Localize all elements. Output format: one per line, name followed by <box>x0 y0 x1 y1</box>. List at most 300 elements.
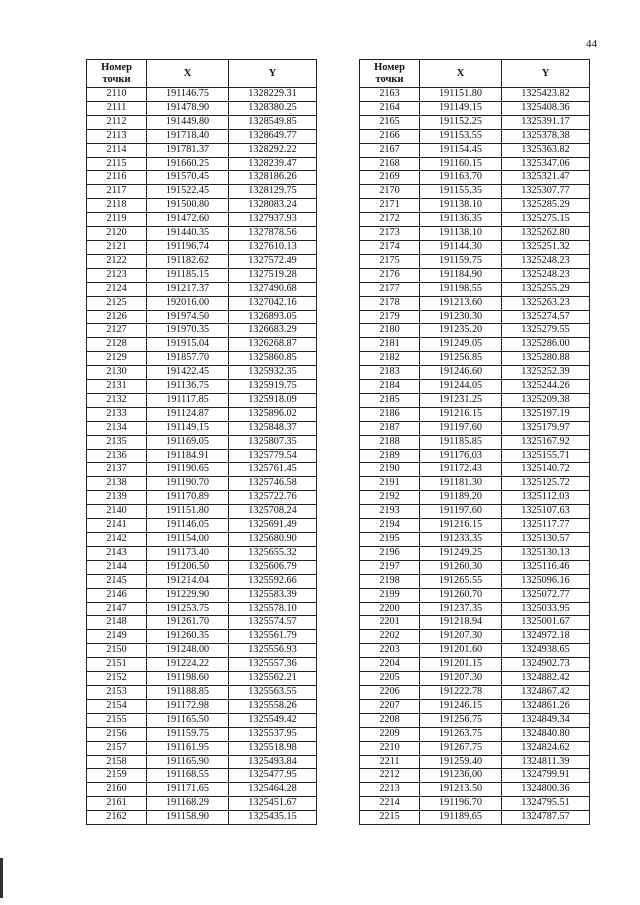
table-row <box>360 811 590 825</box>
table-row <box>360 546 590 560</box>
x-cell: 191207.30 <box>420 630 502 644</box>
y-cell: 1325493.84 <box>229 755 317 769</box>
point-number-cell: 2155 <box>87 713 147 727</box>
y-cell: 1325209.38 <box>502 393 590 407</box>
point-number-cell: 2132 <box>87 393 147 407</box>
x-cell: 191184.90 <box>420 268 502 282</box>
y-cell: 1324867.42 <box>502 685 590 699</box>
y-cell: 1325606.79 <box>229 560 317 574</box>
x-cell: 191188.85 <box>147 685 229 699</box>
table-row <box>360 199 590 213</box>
table-row <box>87 588 317 602</box>
y-cell: 1325033.95 <box>502 602 590 616</box>
coordinates-table-left <box>86 59 317 825</box>
y-cell: 1327610.13 <box>229 240 317 254</box>
y-cell: 1328083.24 <box>229 199 317 213</box>
y-cell: 1324840.80 <box>502 727 590 741</box>
table-row <box>87 143 317 157</box>
point-number-cell: 2184 <box>360 380 420 394</box>
y-cell: 1325263.23 <box>502 296 590 310</box>
point-number-cell: 2153 <box>87 685 147 699</box>
x-cell: 191214.04 <box>147 574 229 588</box>
x-cell: 191190.70 <box>147 477 229 491</box>
point-number-cell: 2141 <box>87 519 147 533</box>
point-number-cell: 2193 <box>360 505 420 519</box>
y-cell: 1324811.39 <box>502 755 590 769</box>
y-cell: 1327878.56 <box>229 227 317 241</box>
y-cell: 1328292.22 <box>229 143 317 157</box>
x-cell: 191259.40 <box>420 755 502 769</box>
point-number-cell: 2187 <box>360 421 420 435</box>
y-cell: 1325130.57 <box>502 533 590 547</box>
y-cell: 1325378.38 <box>502 129 590 143</box>
table-row <box>360 741 590 755</box>
x-cell: 191660.25 <box>147 157 229 171</box>
x-cell: 191158.90 <box>147 811 229 825</box>
x-cell: 191422.45 <box>147 366 229 380</box>
table-row <box>87 811 317 825</box>
x-cell: 191222.78 <box>420 685 502 699</box>
y-cell: 1325896.02 <box>229 407 317 421</box>
point-number-cell: 2164 <box>360 101 420 115</box>
table-row <box>87 435 317 449</box>
y-cell: 1325307.77 <box>502 185 590 199</box>
x-cell: 191236.00 <box>420 769 502 783</box>
x-cell: 191149.15 <box>420 101 502 115</box>
table-row <box>87 240 317 254</box>
x-cell: 191233.35 <box>420 533 502 547</box>
y-cell: 1325779.54 <box>229 449 317 463</box>
point-number-cell: 2189 <box>360 449 420 463</box>
y-cell: 1324824.62 <box>502 741 590 755</box>
x-cell: 191246.60 <box>420 366 502 380</box>
table-row <box>87 672 317 686</box>
point-number-cell: 2131 <box>87 380 147 394</box>
point-number-cell: 2129 <box>87 352 147 366</box>
table-row <box>360 352 590 366</box>
point-number-cell: 2170 <box>360 185 420 199</box>
y-cell: 1328380.25 <box>229 101 317 115</box>
x-cell: 191218.94 <box>420 616 502 630</box>
point-number-cell: 2196 <box>360 546 420 560</box>
header-x: X <box>420 60 502 88</box>
point-number-cell: 2159 <box>87 769 147 783</box>
coordinates-table-right <box>359 59 590 825</box>
x-cell: 191256.75 <box>420 713 502 727</box>
table-row <box>87 491 317 505</box>
point-number-cell: 2115 <box>87 157 147 171</box>
x-cell: 191718.40 <box>147 129 229 143</box>
point-number-cell: 2215 <box>360 811 420 825</box>
table-row <box>87 129 317 143</box>
point-number-cell: 2139 <box>87 491 147 505</box>
table-row <box>87 644 317 658</box>
point-number-cell: 2160 <box>87 783 147 797</box>
table-row <box>360 685 590 699</box>
table-row <box>360 213 590 227</box>
y-cell: 1325918.09 <box>229 393 317 407</box>
table-row <box>87 171 317 185</box>
y-cell: 1325347.06 <box>502 157 590 171</box>
point-number-cell: 2188 <box>360 435 420 449</box>
x-cell: 191170.89 <box>147 491 229 505</box>
y-cell: 1325451.67 <box>229 797 317 811</box>
point-number-cell: 2172 <box>360 213 420 227</box>
point-number-cell: 2201 <box>360 616 420 630</box>
table-row <box>87 449 317 463</box>
y-cell: 1327490.68 <box>229 282 317 296</box>
table-row <box>360 588 590 602</box>
x-cell: 191138.10 <box>420 199 502 213</box>
point-number-cell: 2126 <box>87 310 147 324</box>
point-number-cell: 2205 <box>360 672 420 686</box>
y-cell: 1325807.35 <box>229 435 317 449</box>
point-number-cell: 2157 <box>87 741 147 755</box>
table-row <box>87 699 317 713</box>
y-cell: 1325107.63 <box>502 505 590 519</box>
point-number-cell: 2175 <box>360 254 420 268</box>
y-cell: 1328239.47 <box>229 157 317 171</box>
y-cell: 1325691.49 <box>229 519 317 533</box>
table-row <box>360 227 590 241</box>
x-cell: 191231.25 <box>420 393 502 407</box>
y-cell: 1325574.57 <box>229 616 317 630</box>
point-number-cell: 2192 <box>360 491 420 505</box>
point-number-cell: 2143 <box>87 546 147 560</box>
x-cell: 191915.04 <box>147 338 229 352</box>
page-number: 44 <box>586 38 597 50</box>
y-cell: 1325537.95 <box>229 727 317 741</box>
x-cell: 191159.75 <box>147 727 229 741</box>
x-cell: 191146.05 <box>147 519 229 533</box>
point-number-cell: 2156 <box>87 727 147 741</box>
x-cell: 191249.25 <box>420 546 502 560</box>
x-cell: 191181.30 <box>420 477 502 491</box>
x-cell: 191260.30 <box>420 560 502 574</box>
table-row <box>87 338 317 352</box>
x-cell: 191246.15 <box>420 699 502 713</box>
y-cell: 1325096.16 <box>502 574 590 588</box>
y-cell: 1325248.23 <box>502 268 590 282</box>
x-cell: 191440.35 <box>147 227 229 241</box>
point-number-cell: 2152 <box>87 672 147 686</box>
point-number-cell: 2118 <box>87 199 147 213</box>
point-number-cell: 2167 <box>360 143 420 157</box>
x-cell: 192016.00 <box>147 296 229 310</box>
x-cell: 191136.35 <box>420 213 502 227</box>
y-cell: 1325155.71 <box>502 449 590 463</box>
y-cell: 1328549.85 <box>229 115 317 129</box>
table-row <box>360 783 590 797</box>
table-row <box>87 658 317 672</box>
point-number-cell: 2214 <box>360 797 420 811</box>
point-number-cell: 2213 <box>360 783 420 797</box>
table-row <box>87 769 317 783</box>
point-number-cell: 2124 <box>87 282 147 296</box>
y-cell: 1325130.13 <box>502 546 590 560</box>
x-cell: 191235.20 <box>420 324 502 338</box>
point-number-cell: 2121 <box>87 240 147 254</box>
y-cell: 1325262.80 <box>502 227 590 241</box>
y-cell: 1325583.39 <box>229 588 317 602</box>
x-cell: 191165.90 <box>147 755 229 769</box>
x-cell: 191124.87 <box>147 407 229 421</box>
table-row <box>360 602 590 616</box>
table-row <box>360 699 590 713</box>
point-number-cell: 2182 <box>360 352 420 366</box>
y-cell: 1325592.66 <box>229 574 317 588</box>
table-row <box>360 185 590 199</box>
x-cell: 191201.60 <box>420 644 502 658</box>
table-row <box>360 519 590 533</box>
x-cell: 191189.65 <box>420 811 502 825</box>
table-row <box>360 296 590 310</box>
y-cell: 1325286.00 <box>502 338 590 352</box>
header-y: Y <box>229 60 317 88</box>
point-number-cell: 2148 <box>87 616 147 630</box>
header-x: X <box>147 60 229 88</box>
point-number-cell: 2185 <box>360 393 420 407</box>
x-cell: 191970.35 <box>147 324 229 338</box>
point-number-cell: 2177 <box>360 282 420 296</box>
y-cell: 1325722.76 <box>229 491 317 505</box>
table-row <box>87 213 317 227</box>
x-cell: 191161.95 <box>147 741 229 755</box>
x-cell: 191176.03 <box>420 449 502 463</box>
point-number-cell: 2168 <box>360 157 420 171</box>
table-row <box>87 366 317 380</box>
table-row <box>87 560 317 574</box>
x-cell: 191152.25 <box>420 115 502 129</box>
point-number-cell: 2210 <box>360 741 420 755</box>
table-row <box>360 366 590 380</box>
point-number-cell: 2200 <box>360 602 420 616</box>
table-row <box>360 644 590 658</box>
point-number-cell: 2194 <box>360 519 420 533</box>
y-cell: 1326893.05 <box>229 310 317 324</box>
y-cell: 1324938.65 <box>502 644 590 658</box>
table-row <box>360 101 590 115</box>
point-number-cell: 2125 <box>87 296 147 310</box>
table-row <box>87 505 317 519</box>
point-number-cell: 2140 <box>87 505 147 519</box>
point-number-cell: 2120 <box>87 227 147 241</box>
x-cell: 191168.55 <box>147 769 229 783</box>
x-cell: 191149.15 <box>147 421 229 435</box>
y-cell: 1324849.34 <box>502 713 590 727</box>
table-row <box>360 129 590 143</box>
y-cell: 1325140.72 <box>502 463 590 477</box>
y-cell: 1325248.23 <box>502 254 590 268</box>
point-number-cell: 2208 <box>360 713 420 727</box>
point-number-cell: 2116 <box>87 171 147 185</box>
point-number-cell: 2176 <box>360 268 420 282</box>
y-cell: 1325001.67 <box>502 616 590 630</box>
point-number-cell: 2154 <box>87 699 147 713</box>
x-cell: 191244.05 <box>420 380 502 394</box>
table-row <box>360 407 590 421</box>
table-row <box>360 769 590 783</box>
point-number-cell: 2178 <box>360 296 420 310</box>
point-number-cell: 2123 <box>87 268 147 282</box>
y-cell: 1325167.92 <box>502 435 590 449</box>
x-cell: 191172.98 <box>147 699 229 713</box>
x-cell: 191198.55 <box>420 282 502 296</box>
x-cell: 191184.91 <box>147 449 229 463</box>
y-cell: 1325746.58 <box>229 477 317 491</box>
y-cell: 1328129.75 <box>229 185 317 199</box>
x-cell: 191229.90 <box>147 588 229 602</box>
table-row <box>87 101 317 115</box>
table-row <box>360 282 590 296</box>
y-cell: 1325285.29 <box>502 199 590 213</box>
table-row <box>87 380 317 394</box>
point-number-cell: 2179 <box>360 310 420 324</box>
point-number-cell: 2171 <box>360 199 420 213</box>
table-row <box>87 519 317 533</box>
point-number-cell: 2138 <box>87 477 147 491</box>
margin-rule <box>0 858 3 898</box>
table-row <box>87 741 317 755</box>
table-row <box>360 435 590 449</box>
point-number-cell: 2162 <box>87 811 147 825</box>
table-row <box>360 533 590 547</box>
y-cell: 1325244.26 <box>502 380 590 394</box>
x-cell: 191160.15 <box>420 157 502 171</box>
y-cell: 1325363.82 <box>502 143 590 157</box>
x-cell: 191267.75 <box>420 741 502 755</box>
y-cell: 1327042.16 <box>229 296 317 310</box>
x-cell: 191185.15 <box>147 268 229 282</box>
y-cell: 1325197.19 <box>502 407 590 421</box>
table-row <box>87 533 317 547</box>
table-row <box>360 338 590 352</box>
point-number-cell: 2199 <box>360 588 420 602</box>
table-row <box>360 797 590 811</box>
x-cell: 191172.43 <box>420 463 502 477</box>
x-cell: 191136.75 <box>147 380 229 394</box>
y-cell: 1325391.17 <box>502 115 590 129</box>
table-row <box>360 449 590 463</box>
y-cell: 1324799.91 <box>502 769 590 783</box>
point-number-cell: 2161 <box>87 797 147 811</box>
y-cell: 1328649.77 <box>229 129 317 143</box>
header-y: Y <box>502 60 590 88</box>
x-cell: 191151.80 <box>420 88 502 102</box>
y-cell: 1325562.21 <box>229 672 317 686</box>
x-cell: 191197.60 <box>420 421 502 435</box>
x-cell: 191138.10 <box>420 227 502 241</box>
y-cell: 1325112.03 <box>502 491 590 505</box>
table-row <box>360 463 590 477</box>
y-cell: 1325125.72 <box>502 477 590 491</box>
point-number-cell: 2146 <box>87 588 147 602</box>
x-cell: 191500.80 <box>147 199 229 213</box>
point-number-cell: 2198 <box>360 574 420 588</box>
y-cell: 1324795.51 <box>502 797 590 811</box>
y-cell: 1325578.10 <box>229 602 317 616</box>
x-cell: 191171.65 <box>147 783 229 797</box>
table-row <box>360 115 590 129</box>
table-row <box>87 296 317 310</box>
table-row <box>87 310 317 324</box>
point-number-cell: 2169 <box>360 171 420 185</box>
x-cell: 191263.75 <box>420 727 502 741</box>
y-cell: 1327937.93 <box>229 213 317 227</box>
point-number-cell: 2202 <box>360 630 420 644</box>
x-cell: 191217.37 <box>147 282 229 296</box>
point-number-cell: 2147 <box>87 602 147 616</box>
table-row <box>360 672 590 686</box>
x-cell: 191974.50 <box>147 310 229 324</box>
point-number-cell: 2151 <box>87 658 147 672</box>
table-row <box>360 560 590 574</box>
table-row <box>87 185 317 199</box>
y-cell: 1325321.47 <box>502 171 590 185</box>
x-cell: 191256.85 <box>420 352 502 366</box>
x-cell: 191154.45 <box>420 143 502 157</box>
point-number-cell: 2128 <box>87 338 147 352</box>
table-row <box>87 199 317 213</box>
y-cell: 1325072.77 <box>502 588 590 602</box>
point-number-cell: 2165 <box>360 115 420 129</box>
table-row <box>87 407 317 421</box>
table-row <box>360 380 590 394</box>
point-number-cell: 2135 <box>87 435 147 449</box>
x-cell: 191146.75 <box>147 88 229 102</box>
table-row <box>360 143 590 157</box>
y-cell: 1325549.42 <box>229 713 317 727</box>
point-number-cell: 2122 <box>87 254 147 268</box>
table-row <box>87 755 317 769</box>
table-header-row <box>360 60 590 88</box>
point-number-cell: 2174 <box>360 240 420 254</box>
x-cell: 191522.45 <box>147 185 229 199</box>
table-row <box>360 324 590 338</box>
x-cell: 191196.74 <box>147 240 229 254</box>
y-cell: 1325556.93 <box>229 644 317 658</box>
table-row <box>360 727 590 741</box>
point-number-cell: 2130 <box>87 366 147 380</box>
point-number-cell: 2112 <box>87 115 147 129</box>
point-number-cell: 2180 <box>360 324 420 338</box>
y-cell: 1325558.26 <box>229 699 317 713</box>
table-row <box>360 310 590 324</box>
y-cell: 1325435.15 <box>229 811 317 825</box>
table-row <box>87 282 317 296</box>
x-cell: 191144.30 <box>420 240 502 254</box>
y-cell: 1325423.82 <box>502 88 590 102</box>
point-number-cell: 2149 <box>87 630 147 644</box>
y-cell: 1325680.90 <box>229 533 317 547</box>
y-cell: 1325275.15 <box>502 213 590 227</box>
point-number-cell: 2212 <box>360 769 420 783</box>
point-number-cell: 2166 <box>360 129 420 143</box>
table-row <box>87 602 317 616</box>
x-cell: 191165.50 <box>147 713 229 727</box>
x-cell: 191151.80 <box>147 505 229 519</box>
table-row <box>360 505 590 519</box>
table-header-row <box>87 60 317 88</box>
point-number-cell: 2211 <box>360 755 420 769</box>
point-number-cell: 2142 <box>87 533 147 547</box>
x-cell: 191248.00 <box>147 644 229 658</box>
header-point-number: Номер точки <box>360 60 420 88</box>
point-number-cell: 2136 <box>87 449 147 463</box>
y-cell: 1325252.39 <box>502 366 590 380</box>
y-cell: 1325179.97 <box>502 421 590 435</box>
y-cell: 1328186.26 <box>229 171 317 185</box>
